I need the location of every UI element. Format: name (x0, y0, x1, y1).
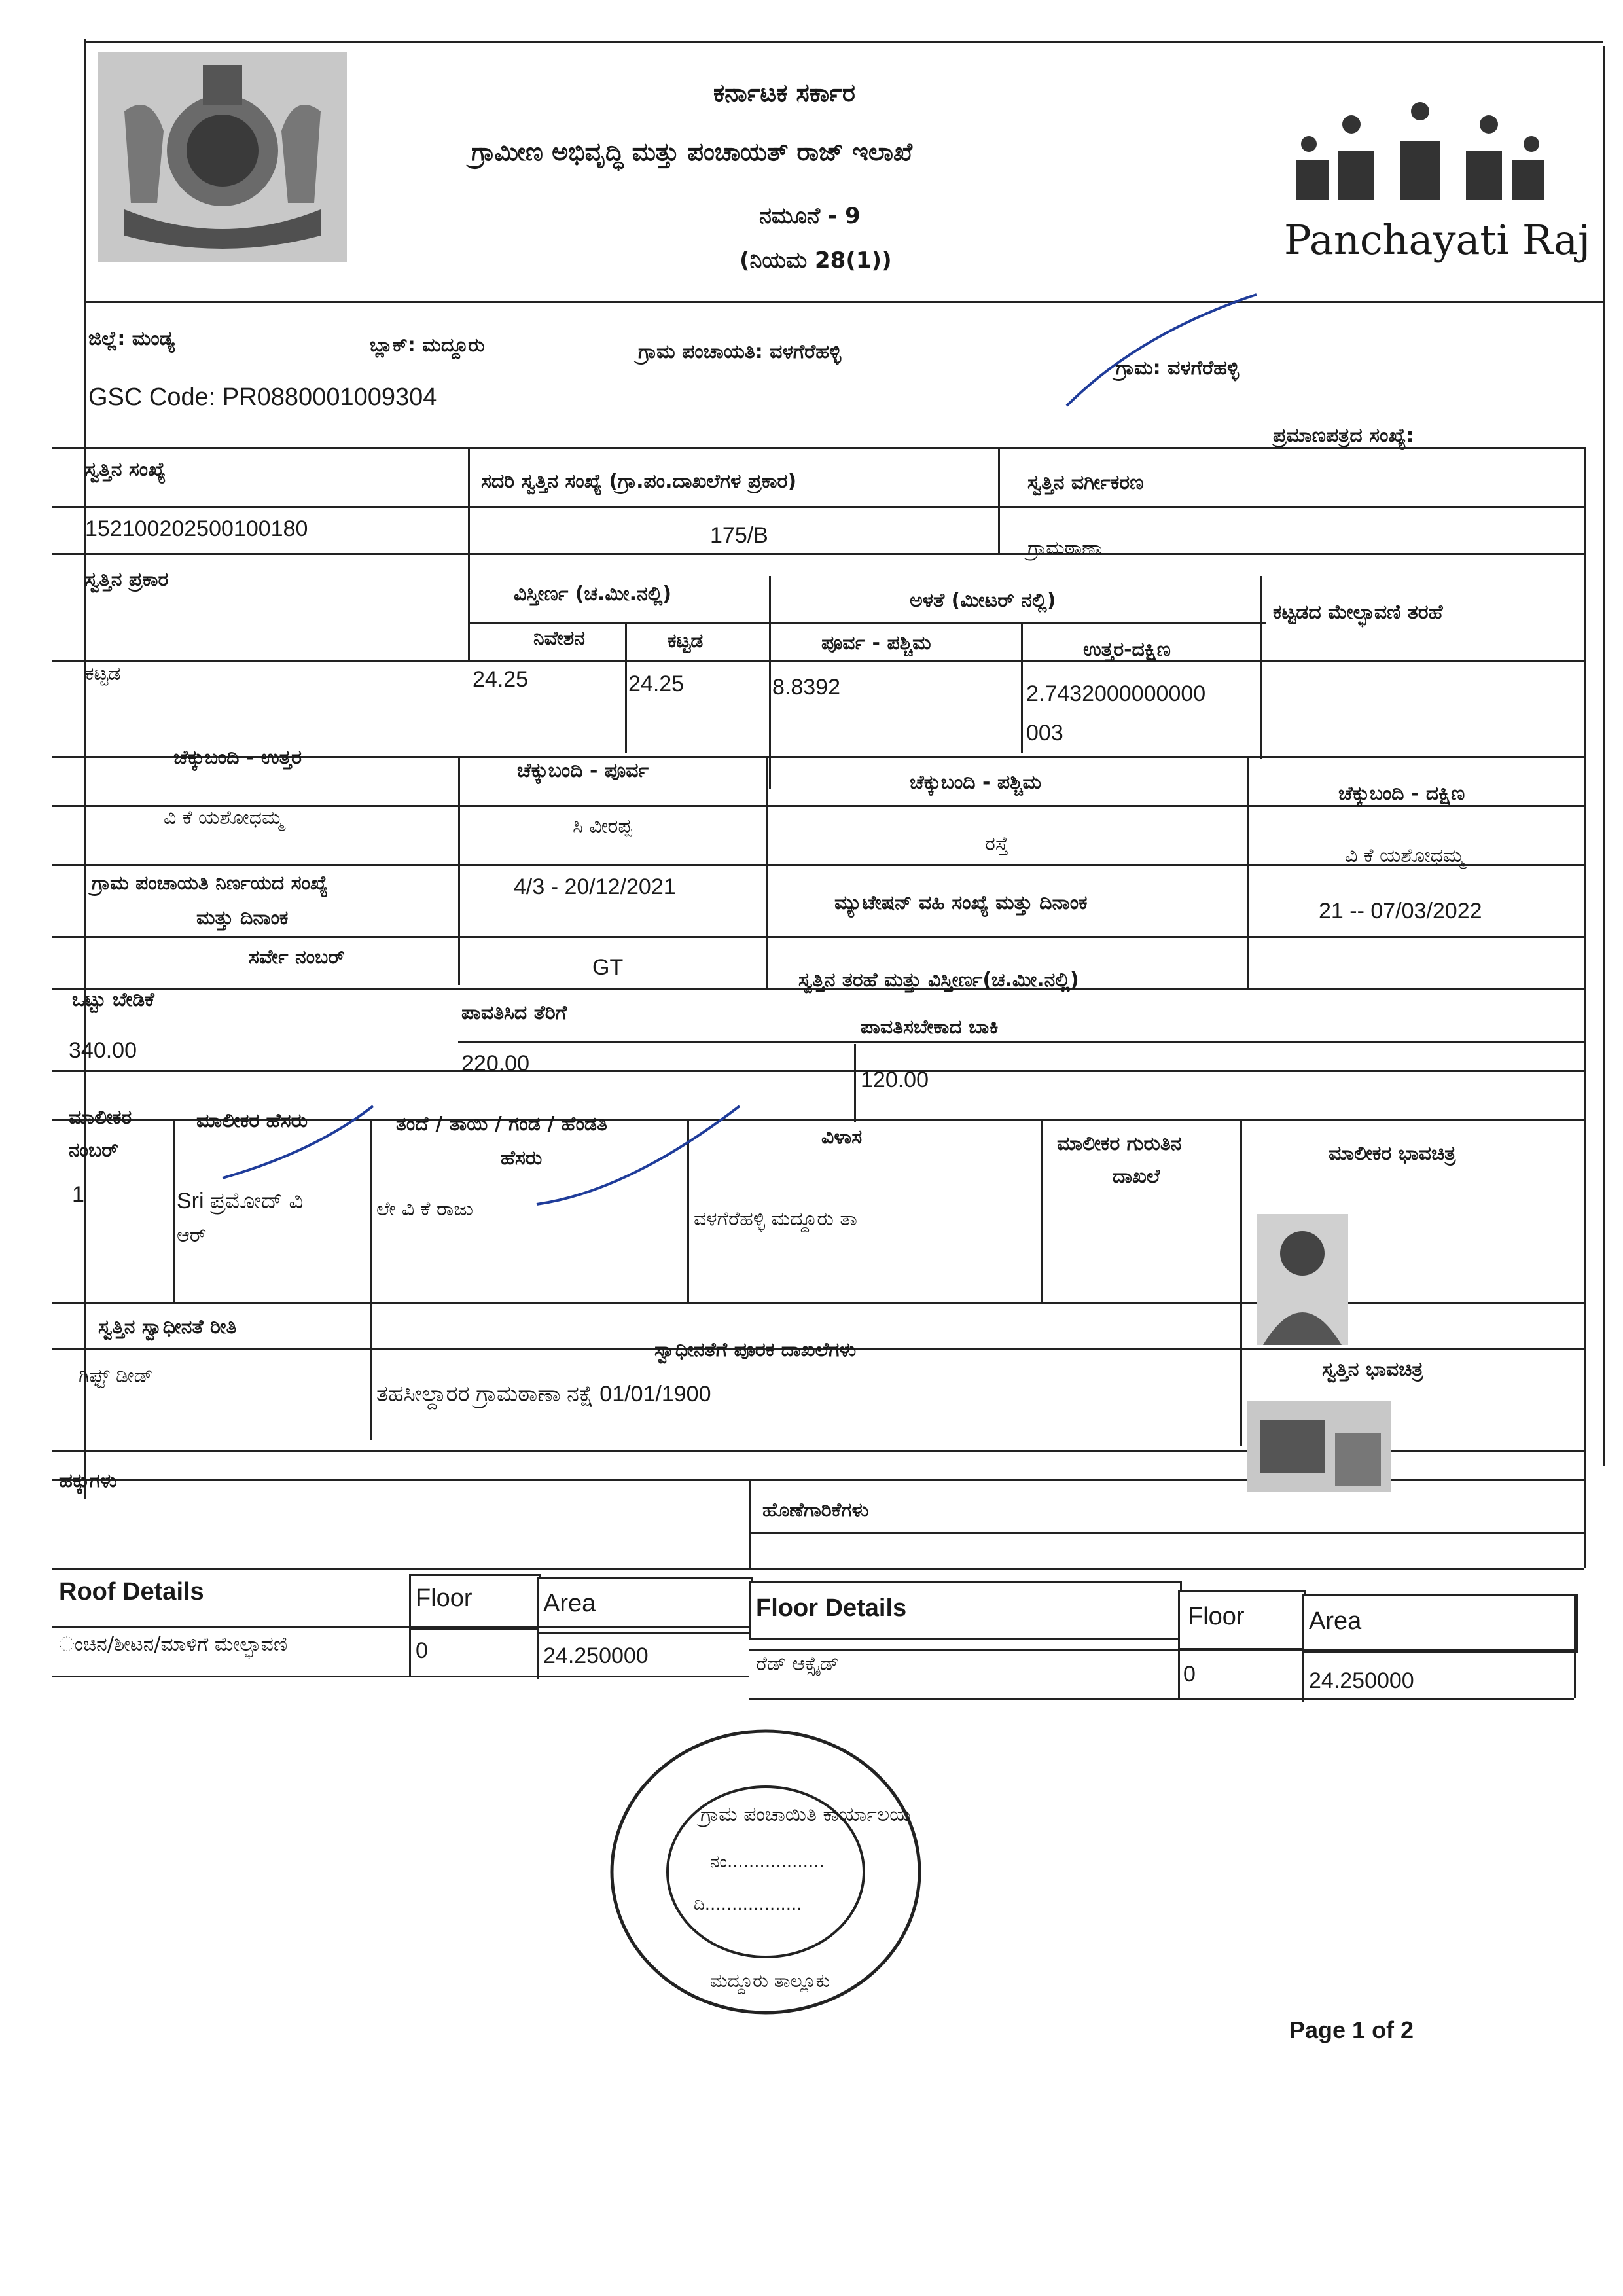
pen-mark-name (216, 1100, 386, 1191)
floor-area-label: Area (1309, 1607, 1362, 1635)
owner-name-line2: ಆರ್ (177, 1224, 207, 1247)
owner-number-label-2: ನಂಬರ್ (69, 1139, 118, 1162)
rule-reference: (ನಿಯಮ 28(1)) (740, 247, 892, 274)
west-boundary-label: ಚೆಕ್ಕುಬಂದಿ - ಪಶ್ಚಿಮ (910, 771, 1042, 794)
gov-title: ಕರ್ನಾಟಕ ಸರ್ಕಾರ (713, 79, 855, 107)
owner-photo-label: ಮಾಲೀಕರ ಭಾವಚಿತ್ರ (1329, 1142, 1456, 1165)
east-boundary-label: ಚೆಕ್ಕುಬಂದಿ - ಪೂರ್ವ (517, 759, 649, 782)
property-photo (1247, 1401, 1391, 1492)
acquisition-label: ಸ್ವತ್ತಿನ ಸ್ವಾಧೀನತೆ ರೀತಿ (98, 1316, 237, 1338)
acquisition-type: ಗಿಫ್ಟ್ ಡೀಡ್ (79, 1365, 153, 1388)
owner-number-label-1: ಮಾಲೀಕರ (69, 1106, 132, 1129)
district: ಜಿಲ್ಲೆ: ಮಂಡ್ಯ (88, 327, 175, 350)
relation-name: ಲೇ ವಿ ಕೆ ರಾಜು (376, 1198, 474, 1221)
dimension-label: ಅಳತೆ (ಮೀಟರ್ ನಲ್ಲಿ) (910, 589, 1056, 612)
property-number: 152100202500100180 (85, 516, 308, 541)
building-area: 24.25 (628, 672, 685, 696)
classification-label: ಸ್ವತ್ತಿನ ವರ್ಗೀಕರಣ (1027, 471, 1144, 494)
south-boundary: ವಿ ಕೆ ಯಶೋಧಮ್ಮ (1345, 844, 1465, 867)
roof-details-title: Roof Details (59, 1578, 204, 1605)
north-south-value-line1: 2.7432000000000 (1026, 681, 1206, 706)
panchayati-raj-logo-icon (1283, 98, 1558, 209)
floor-details-title: Floor Details (756, 1594, 907, 1622)
floor-floor: 0 (1183, 1662, 1196, 1687)
west-boundary: ರಸ್ತೆ (985, 833, 1008, 855)
south-boundary-label: ಚೆಕ್ಕುಬಂದಿ - ದಕ್ಷಿಣ (1338, 782, 1465, 805)
total-demand: 340.00 (69, 1038, 137, 1063)
dept-title: ಗ್ರಾಮೀಣ ಅಭಿವೃದ್ಧಿ ಮತ್ತು ಪಂಚಾಯತ್ ರಾಜ್ ಇಲಾಖೆ (471, 137, 913, 166)
floor-floor-label: Floor (1188, 1603, 1245, 1630)
mutation: 21 -- 07/03/2022 (1319, 899, 1482, 924)
supporting-docs: ತಹಸೀಲ್ದಾರರ ಗ್ರಾಮಠಾಣಾ ನಕ್ಷೆ 01/01/1900 (376, 1382, 711, 1407)
balance-due: 120.00 (861, 1067, 929, 1092)
tax-paid-label: ಪಾವತಿಸಿದ ತೆರಿಗೆ (461, 1001, 567, 1024)
header-divider (84, 301, 1603, 303)
survey-number: GT (592, 955, 624, 980)
north-south-label: ಉತ್ತರ-ದಕ್ಷಿಣ (1083, 638, 1171, 661)
survey-label: ಸರ್ವೇ ನಂಬರ್ (249, 946, 345, 969)
left-border (84, 39, 86, 1499)
owner-name-line1: Sri ಪ್ರಮೋದ್ ವಿ (177, 1189, 304, 1213)
gp-resolution-label-2: ಮತ್ತು ದಿನಾಂಕ (196, 906, 289, 929)
owner-id-label-2: ದಾಖಲೆ (1113, 1165, 1160, 1188)
logo-text: Panchayati Raj (1284, 216, 1591, 264)
building-label: ಕಟ್ಟಡ (668, 630, 704, 653)
tax-paid: 220.00 (461, 1051, 529, 1076)
property-type-label: ಸ್ವತ್ತಿನ ಪ್ರಕಾರ (85, 568, 169, 591)
site-area: 24.25 (473, 667, 529, 692)
floor-type: ರೆಡ್ ಆಕ್ಸೈಡ್ (756, 1653, 839, 1676)
roof-floor-label: Floor (416, 1585, 473, 1612)
supporting-docs-label: ಸ್ವಾಧೀನತೆಗೆ ಪೂರಕ ದಾಖಲೆಗಳು (654, 1338, 857, 1361)
form-number: ನಮೂನೆ - 9 (759, 203, 861, 229)
owner-id-label-1: ಮಾಲೀಕರ ಗುರುತಿನ (1057, 1132, 1182, 1155)
property-photo-label: ಸ್ವತ್ತಿನ ಭಾವಚಿತ್ರ (1322, 1358, 1423, 1381)
gp-resolution-label-1: ಗ್ರಾಮ ಪಂಚಾಯತಿ ನಿರ್ಣಯದ ಸಂಖ್ಯೆ (92, 872, 329, 895)
block: ಬ್ಲಾಕ್: ಮದ್ದೂರು (370, 334, 485, 357)
owner-name-label: ಮಾಲೀಕರ ಹೆಸರು (196, 1109, 308, 1132)
north-boundary-label: ಚೆಕ್ಕುಬಂದಿ - ಉತ್ತರ (173, 746, 302, 769)
east-boundary: ಸಿ ವೀರಪ್ಪ (573, 815, 632, 838)
total-demand-label: ಒಟ್ಟು ಬೇಡಿಕೆ (72, 988, 154, 1011)
classification: ಗ್ರಾಮಠಾಣಾ (1027, 537, 1103, 560)
north-boundary: ವಿ ಕೆ ಯಶೋಧಮ್ಮ (164, 806, 283, 829)
assessment-number: 175/B (710, 523, 768, 548)
east-west-label: ಪೂರ್ವ - ಪಶ್ಚಿಮ (821, 632, 931, 655)
property-type-area-label: ಸ್ವತ್ತಿನ ತರಹೆ ಮತ್ತು ವಿಸ್ತೀರ್ಣ(ಚ.ಮೀ.ನಲ್ಲಿ) (798, 969, 1079, 992)
roof-type-label: ಕಟ್ಟಡದ ಮೇಲ್ಛಾವಣಿ ತರಹೆ (1273, 601, 1443, 624)
owner-number: 1 (72, 1182, 84, 1207)
gsc-code: GSC Code: PR0880001009304 (88, 384, 437, 411)
relation-label-2: ಹೆಸರು (501, 1147, 543, 1170)
north-south-value-line2: 003 (1026, 721, 1063, 745)
gp-resolution: 4/3 - 20/12/2021 (514, 874, 676, 899)
assessment-number-label: ಸದರಿ ಸ್ವತ್ತಿನ ಸಂಖ್ಯೆ (ಗ್ರಾ.ಪಂ.ದಾಖಲೆಗಳ ಪ್ರಕಾರ) (481, 470, 797, 493)
right-border (1603, 46, 1605, 1466)
pen-mark (1060, 281, 1270, 412)
roof-area-label: Area (543, 1590, 596, 1617)
owner-photo (1257, 1214, 1348, 1345)
pen-mark-relation (530, 1100, 746, 1217)
liabilities-label: ಹೊಣೆಗಾರಿಕೆಗಳು (762, 1499, 869, 1522)
property-number-label: ಸ್ವತ್ತಿನ ಸಂಖ್ಯೆ (85, 458, 166, 481)
top-border (84, 41, 1603, 43)
roof-type: ಂಚಿನ/ಶೀಟನ/ಮಾಳಿಗೆ ಮೇಲ್ಛಾವಣಿ (59, 1633, 288, 1656)
page-number: Page 1 of 2 (1289, 2017, 1414, 2043)
rights-label: ಹಕ್ಕುಗಳು (59, 1469, 117, 1492)
owner-address: ವಳಗೆರೆಹಳ್ಳಿ ಮದ್ದೂರು ತಾ (694, 1208, 857, 1230)
site-label: ನಿವೇಶನ (533, 627, 585, 650)
gram-panchayat: ಗ್ರಾಮ ಪಂಚಾಯತಿ: ವಳಗೆರೆಹಳ್ಳಿ (638, 340, 842, 363)
mutation-label: ಮ್ಯುಟೇಷನ್ ವಹಿ ಸಂಖ್ಯೆ ಮತ್ತು ದಿನಾಂಕ (834, 891, 1088, 914)
balance-due-label: ಪಾವತಿಸಬೇಕಾದ ಬಾಕಿ (861, 1016, 999, 1039)
seal-bottom-text: ಮದ್ದೂರು ತಾಲ್ಲೂಕು (710, 1970, 830, 1992)
address-label: ವಿಳಾಸ (821, 1126, 863, 1149)
panchayat-seal (602, 1721, 929, 2022)
area-label: ವಿಸ್ತೀರ್ಣ (ಚ.ಮೀ.ನಲ್ಲಿ) (514, 583, 672, 605)
seal-number-line: ನಂ.................. (710, 1852, 825, 1872)
roof-area: 24.250000 (543, 1643, 649, 1668)
seal-ring-text: ಗ್ರಾಮ ಪಂಚಾಯಿತಿ ಕಾರ್ಯಾಲಯ (700, 1803, 911, 1826)
seal-date-line: ದಿ.................. (694, 1895, 802, 1914)
relation-label-1: ತಂದೆ / ತಾಯಿ / ಗಂಡ / ಹೆಂಡತಿ (396, 1113, 607, 1136)
village: ಗ್ರಾಮ: ವಳಗೆರೆಹಳ್ಳಿ (1116, 357, 1240, 380)
roof-floor: 0 (416, 1638, 428, 1663)
karnataka-emblem-icon (98, 52, 347, 262)
east-west-value: 8.8392 (772, 675, 840, 700)
floor-area: 24.250000 (1309, 1668, 1414, 1693)
certificate-number-label: ಪ್ರಮಾಣಪತ್ರದ ಸಂಖ್ಯೆ: (1273, 424, 1414, 447)
property-type: ಕಟ್ಟಡ (85, 662, 121, 685)
